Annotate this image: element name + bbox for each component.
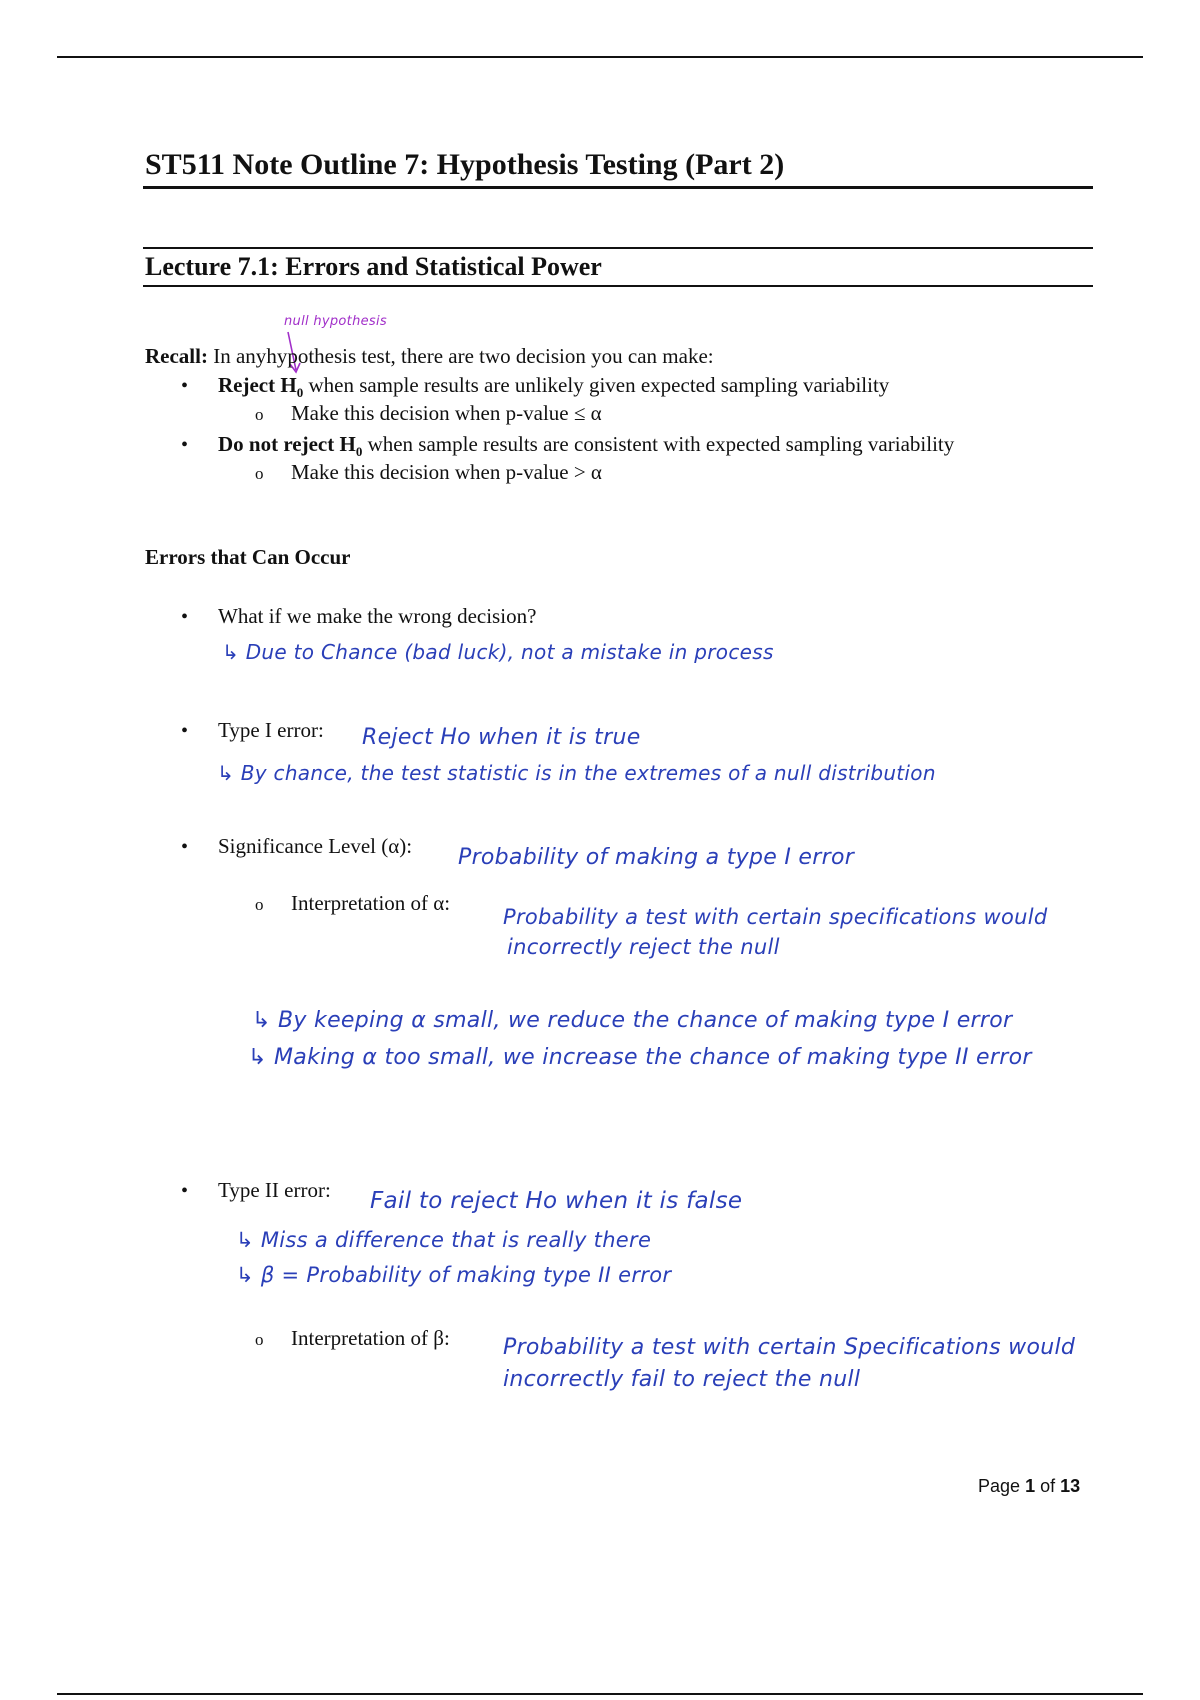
type2-note-1: ↳ Miss a difference that is really there [236, 1228, 652, 1252]
alpha-interpretation-label: Interpretation of α: [291, 891, 451, 915]
top-page-rule [57, 56, 1143, 58]
beta-interpretation-line2: incorrectly fail to reject the null [503, 1367, 861, 1392]
bullet-icon: • [181, 434, 189, 456]
significance-label: Significance Level (α): [218, 834, 413, 858]
type1-answer: Reject Ho when it is true [362, 725, 641, 750]
decision-reject-subitem: Make this decision when p-value ≤ α [291, 401, 602, 425]
lecture-heading: Lecture 7.1: Errors and Statistical Power [145, 252, 602, 281]
recall-text-before: In any [213, 344, 267, 368]
recall-text-after: hypothesis test, there are two decision you can make: [266, 344, 714, 368]
decision-reject-label: Reject $H_0$ [218, 373, 304, 401]
bullet-icon: • [181, 375, 189, 397]
lecture-rule-top [143, 247, 1093, 249]
errors-heading: Errors that Can Occur [145, 545, 351, 569]
sub-bullet-icon: o [255, 895, 264, 914]
page-total: 13 [1060, 1476, 1081, 1496]
decision-do-not-reject-label: Do not reject $H_0$ [218, 432, 363, 460]
alpha-interpretation-line1: Probability a test with certain specifications would [503, 905, 1048, 929]
page-current: 1 [1025, 1476, 1036, 1496]
alpha-note-1: ↳ By keeping α small, we reduce the chance of making type I error [252, 1008, 1013, 1033]
decision-reject [218, 375, 889, 399]
alpha-note-2: ↳ Making α too small, we increase the chance of making type II error [248, 1045, 1032, 1070]
beta-interpretation-label: Interpretation of β: [291, 1326, 450, 1350]
page-title: ST511 Note Outline 7: Hypothesis Testing (Part 2) [145, 148, 785, 181]
decision-do-not-reject [218, 434, 954, 458]
significance-answer: Probability of making a type I error [458, 845, 855, 870]
type1-label: Type I error: [218, 718, 324, 742]
type2-answer: Fail to reject Ho when it is false [370, 1188, 743, 1214]
decision-do-not-reject-text: when sample results are consistent with expected sampling variability [367, 432, 955, 456]
recall-label: Recall: [145, 344, 208, 368]
recall-annotation: null hypothesis [284, 314, 387, 329]
bottom-page-rule [57, 1693, 1143, 1695]
recall-line [145, 346, 714, 367]
bullet-icon: • [181, 836, 189, 858]
type2-note-2: ↳ β = Probability of making type II error [236, 1263, 672, 1287]
bullet-icon: • [181, 1180, 189, 1202]
decision-do-not-reject-subitem: Make this decision when p-value > α [291, 460, 602, 484]
page-number [978, 1476, 1080, 1497]
bullet-icon: • [181, 606, 189, 628]
wrong-decision-question: What if we make the wrong decision? [218, 604, 537, 628]
beta-interpretation-line1: Probability a test with certain Specifications would [503, 1335, 1076, 1360]
title-underline [143, 186, 1093, 189]
sub-bullet-icon: o [255, 464, 264, 483]
page-word: Page [978, 1476, 1021, 1496]
lecture-rule-bottom [143, 285, 1093, 287]
type1-note: ↳ By chance, the test statistic is in the extremes of a null distribution [217, 761, 936, 785]
type2-label: Type II error: [218, 1178, 331, 1202]
of-word: of [1040, 1476, 1056, 1496]
bullet-icon: • [181, 720, 189, 742]
alpha-interpretation-line2: incorrectly reject the null [507, 935, 780, 959]
sub-bullet-icon: o [255, 1330, 264, 1349]
sub-bullet-icon: o [255, 405, 264, 424]
wrong-decision-note: ↳ Due to Chance (bad luck), not a mistake in process [222, 640, 774, 664]
decision-reject-text: when sample results are unlikely given expected sampling variability [308, 373, 890, 397]
